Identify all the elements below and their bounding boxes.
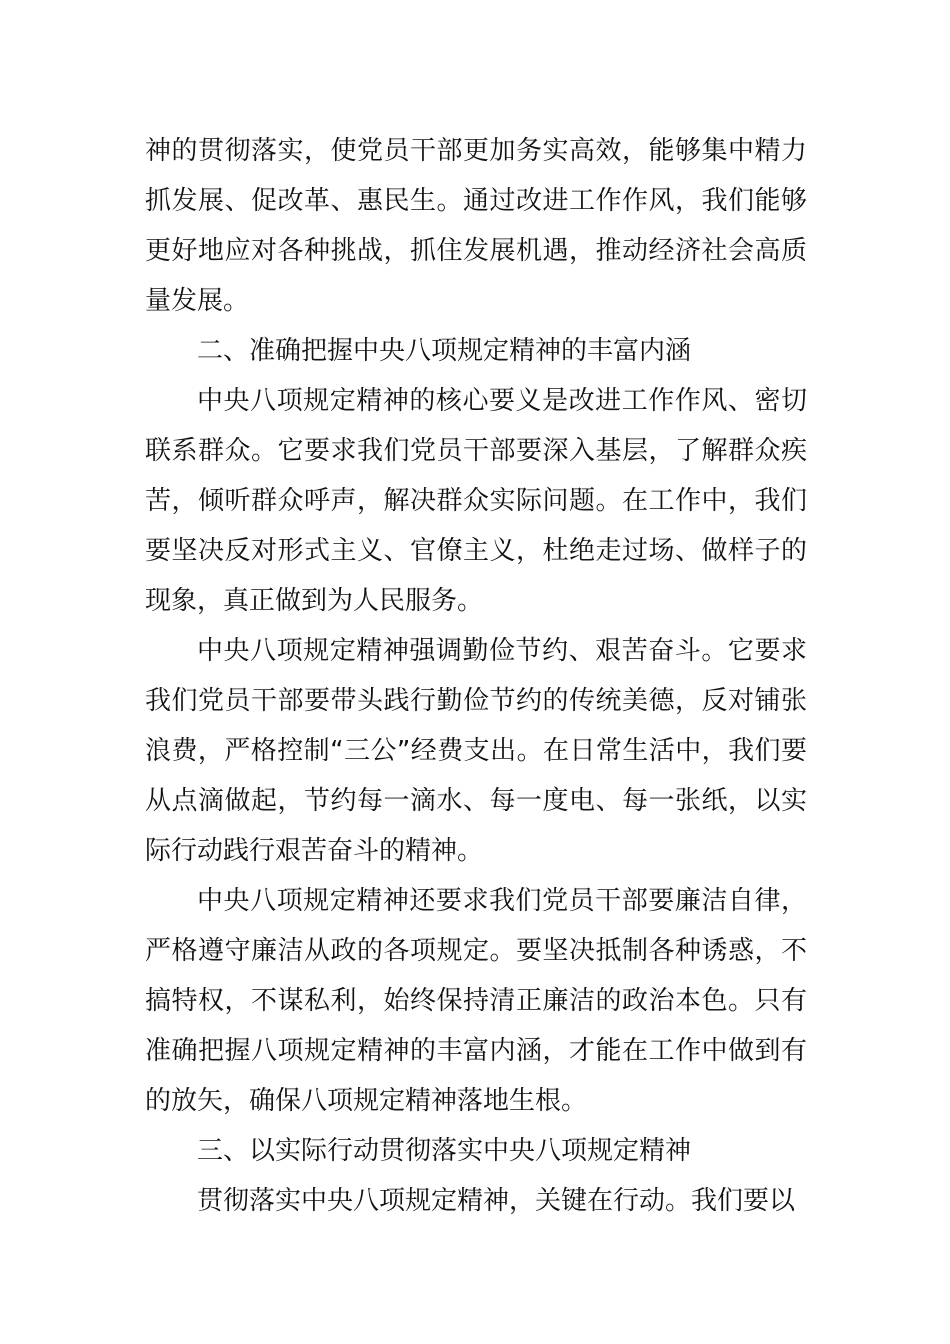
- document-body: [145, 126, 807, 1226]
- paragraph-action: 贯彻落实中央八项规定精神，关键在行动。我们要以: [197, 1186, 796, 1216]
- section-heading-2: 二、准确把握中央八项规定精神的丰富内涵: [197, 336, 692, 366]
- paragraph-continued: 神的贯彻落实，使党员干部更加务实高效，能够集中精力抓发展、促改革、惠民生。通过改进工作作风，我们能够更好地应对各种挑战，抓住发展机遇，推动经济社会高质量发展。: [145, 136, 807, 316]
- paragraph-integrity: 中央八项规定精神还要求我们党员干部要廉洁自律，严格遵守廉洁从政的各项规定。要坚决抵制各种诱惑，不搞特权，不谋私利，始终保持清正廉洁的政治本色。只有准确把握八项规定精神的丰富内涵，才能在工作中做到有的放矢，确保八项规定精神落地生根。: [145, 886, 807, 1116]
- paragraph-frugality: 中央八项规定精神强调勤俭节约、艰苦奋斗。它要求我们党员干部要带头践行勤俭节约的传统美德，反对铺张浪费，严格控制“三公”经费支出。在日常生活中，我们要从点滴做起，节约每一滴水、每一度电、每一张纸，以实际行动践行艰苦奋斗的精神。: [145, 636, 807, 866]
- section-heading-3: 三、以实际行动贯彻落实中央八项规定精神: [197, 1136, 692, 1166]
- paragraph-core-meaning: 中央八项规定精神的核心要义是改进工作作风、密切联系群众。它要求我们党员干部要深入基层，了解群众疾苦，倾听群众呼声，解决群众实际问题。在工作中，我们要坚决反对形式主义、官僚主义，杜绝走过场、做样子的现象，真正做到为人民服务。: [145, 386, 807, 616]
